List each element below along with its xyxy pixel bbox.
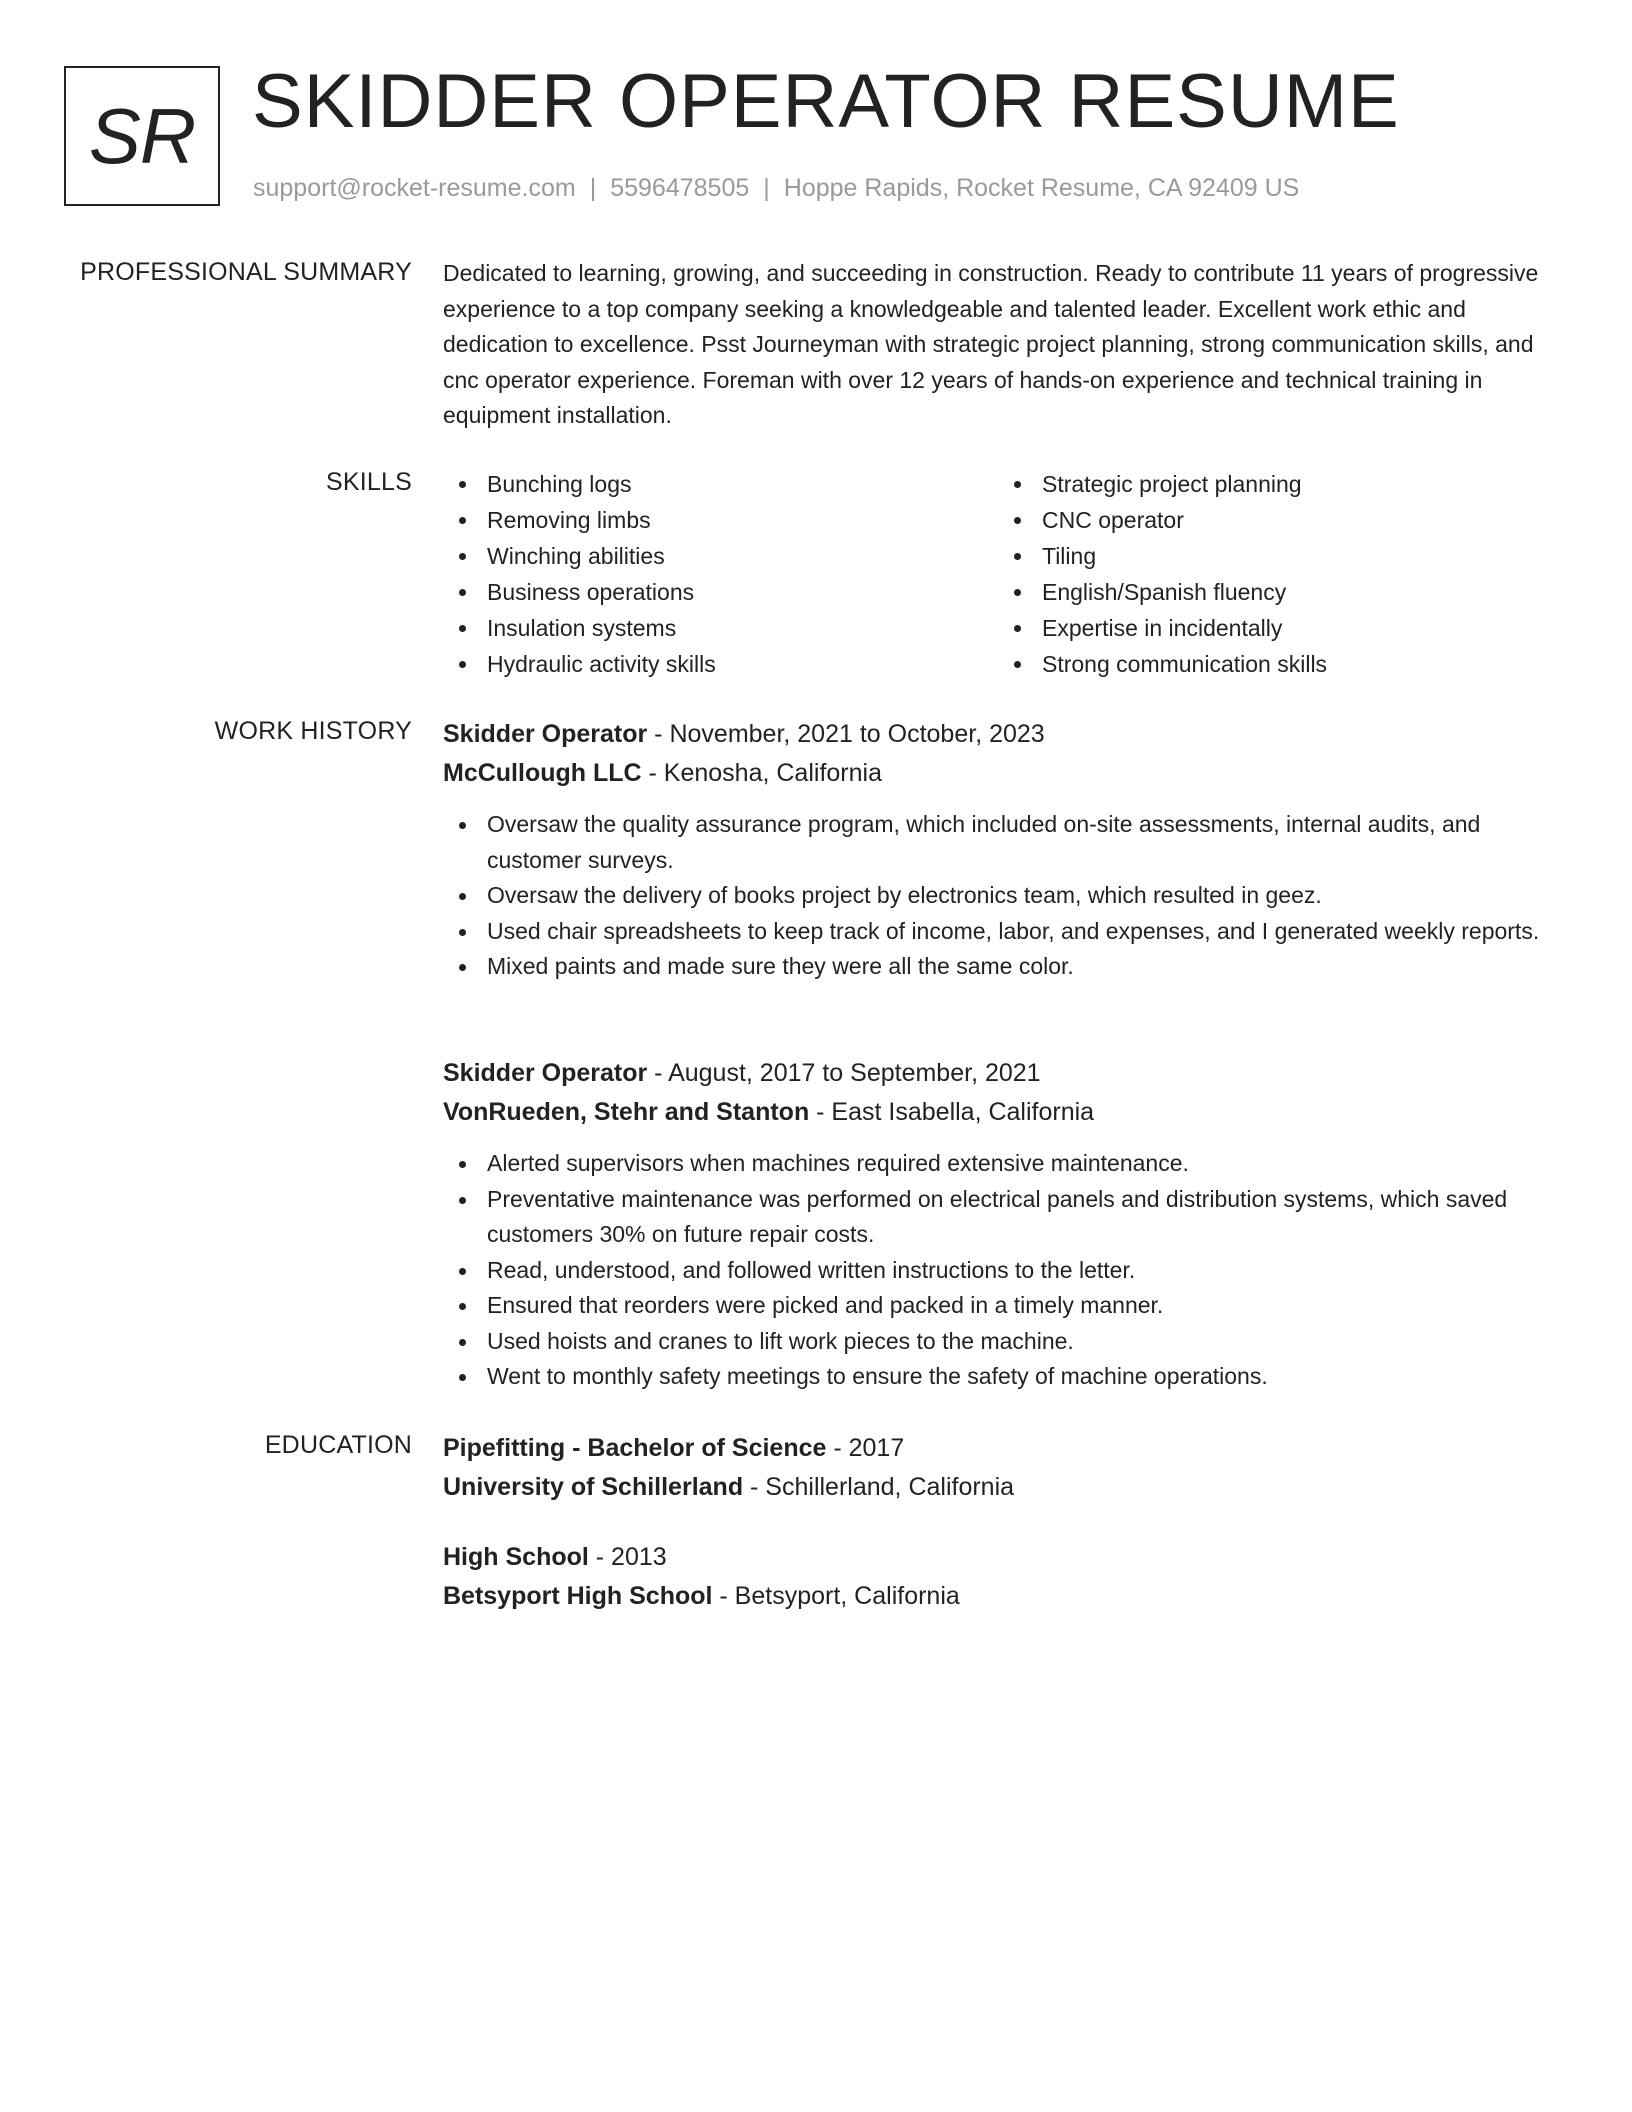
job-bullet: Went to monthly safety meetings to ensure the safety of machine operations.	[487, 1359, 1553, 1395]
skill-item: Removing limbs	[487, 502, 998, 538]
job-bullet: Read, understood, and followed written instructions to the letter.	[487, 1253, 1553, 1289]
skill-item: Insulation systems	[487, 610, 998, 646]
job-dates: - August, 2017 to September, 2021	[647, 1059, 1041, 1087]
job-title-line	[443, 1054, 1553, 1093]
skill-item: Winching abilities	[487, 538, 998, 574]
summary-body	[443, 256, 1553, 434]
graduation-year: - 2013	[588, 1543, 667, 1571]
school-name: University of Schillerland	[443, 1473, 744, 1501]
job-bullet: Alerted supervisors when machines required extensive maintenance.	[487, 1146, 1553, 1182]
degree: High School	[443, 1543, 589, 1571]
section-heading-skills: SKILLS	[326, 468, 412, 496]
job-bullet: Oversaw the quality assurance program, which included on-site assessments, internal audits, and customer surveys.	[487, 807, 1553, 878]
school-location: - Betsyport, California	[712, 1582, 960, 1610]
section-heading-summary: PROFESSIONAL SUMMARY	[80, 258, 412, 286]
skill-item: English/Spanish fluency	[1042, 574, 1553, 610]
skill-item: Business operations	[487, 574, 998, 610]
job-entry	[443, 715, 1553, 985]
job-company-line	[443, 1093, 1553, 1132]
job-company: VonRueden, Stehr and Stanton	[443, 1098, 810, 1126]
summary-text: Dedicated to learning, growing, and succeeding in construction. Ready to contribute 11 years of progressive experience to a top company seeking a knowledgeable and talented leader. Excellent work ethic and dedication to excellence. Psst Journeyman with strategic project planning, strong communication skills, and cnc operator experience. Foreman with over 12 years of hands-on experience and technical training in equipment installation.	[443, 260, 1539, 428]
job-company: McCullough LLC	[443, 759, 642, 787]
skill-item: Tiling	[1042, 538, 1553, 574]
job-title-line	[443, 715, 1553, 754]
job-entry	[443, 1054, 1553, 1395]
skills-grid	[443, 466, 1553, 682]
contact-phone: 5596478505	[610, 174, 750, 202]
contact-separator: |	[589, 174, 597, 202]
section-heading-education: EDUCATION	[264, 1431, 412, 1459]
skill-item: Hydraulic activity skills	[487, 646, 998, 682]
school-line	[443, 1468, 1553, 1507]
job-title: Skidder Operator	[443, 720, 648, 748]
skill-item: Strong communication skills	[1042, 646, 1553, 682]
job-bullet: Ensured that reorders were picked and packed in a timely manner.	[487, 1288, 1553, 1324]
job-bullets	[443, 1146, 1553, 1395]
school-location: - Schillerland, California	[743, 1473, 1015, 1501]
skills-column-right	[998, 466, 1553, 682]
page-title: SKIDDER OPERATOR RESUME	[252, 59, 1400, 144]
job-bullet: Oversaw the delivery of books project by electronics team, which resulted in geez.	[487, 878, 1553, 914]
job-title: Skidder Operator	[443, 1059, 648, 1087]
job-dates: - November, 2021 to October, 2023	[647, 720, 1045, 748]
job-bullet: Used hoists and cranes to lift work pieces to the machine.	[487, 1324, 1553, 1360]
job-location: - East Isabella, California	[809, 1098, 1095, 1126]
job-bullet: Preventative maintenance was performed on electrical panels and distribution systems, which saved customers 30% on future repair costs.	[487, 1182, 1553, 1253]
job-company-line	[443, 754, 1553, 793]
school-name: Betsyport High School	[443, 1582, 713, 1610]
contact-separator: |	[763, 174, 770, 202]
job-bullet: Used chair spreadsheets to keep track of income, labor, and expenses, and I generated weekly reports.	[487, 914, 1553, 950]
education-entry	[443, 1538, 1553, 1616]
school-line	[443, 1577, 1553, 1616]
job-bullet: Mixed paints and made sure they were all the same color.	[487, 949, 1553, 985]
job-bullets	[443, 807, 1553, 985]
monogram-badge: SR	[64, 66, 220, 206]
contact-email: support@rocket-resume.com	[253, 174, 576, 202]
skill-item: Bunching logs	[487, 466, 998, 502]
contact-line	[253, 172, 1299, 204]
skills-column-left	[443, 466, 998, 682]
graduation-year: - 2017	[826, 1434, 905, 1462]
job-location: - Kenosha, California	[641, 759, 882, 787]
education-entry	[443, 1429, 1553, 1507]
degree-line	[443, 1538, 1553, 1577]
skill-item: Strategic project planning	[1042, 466, 1553, 502]
skill-item: Expertise in incidentally	[1042, 610, 1553, 646]
contact-address: Hoppe Rapids, Rocket Resume, CA 92409 US	[783, 174, 1300, 202]
degree-line	[443, 1429, 1553, 1468]
skill-item: CNC operator	[1042, 502, 1553, 538]
section-heading-work: WORK HISTORY	[214, 717, 412, 745]
degree: Pipefitting - Bachelor of Science	[443, 1434, 827, 1462]
